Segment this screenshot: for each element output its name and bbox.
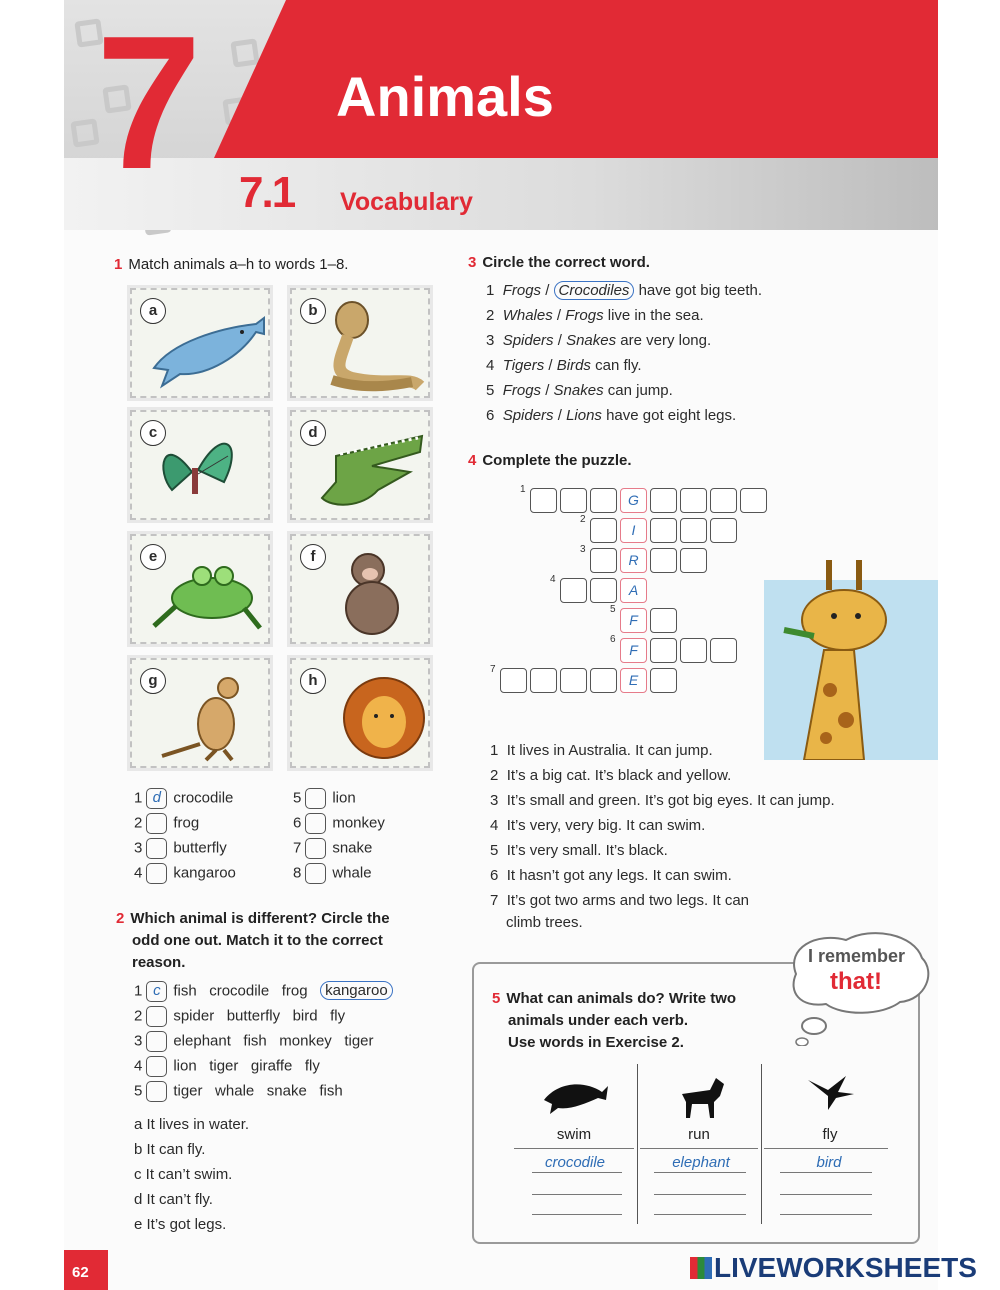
crossword-cell[interactable] bbox=[650, 638, 677, 663]
answer-line[interactable] bbox=[654, 1194, 746, 1195]
crossword-cell[interactable] bbox=[710, 518, 737, 543]
answer-box[interactable] bbox=[146, 1006, 167, 1027]
lesson-number: 7.1 bbox=[239, 168, 295, 217]
picture-whale: a bbox=[130, 288, 270, 398]
crossword-cell[interactable] bbox=[560, 578, 587, 603]
verb-fly: fly bbox=[822, 1126, 838, 1143]
ex1-item: 6 monkey bbox=[293, 813, 385, 834]
crossword-cell[interactable] bbox=[590, 518, 617, 543]
crossword-cell[interactable] bbox=[650, 608, 677, 633]
unit-number: 7 bbox=[96, 0, 196, 209]
crossword-key-cell[interactable]: R bbox=[620, 548, 647, 573]
answer-box[interactable] bbox=[305, 813, 326, 834]
answer-box[interactable] bbox=[305, 788, 326, 809]
crossword-cell[interactable] bbox=[560, 668, 587, 693]
ex1-heading: 1 Match animals a–h to words 1–8. bbox=[114, 256, 349, 273]
ex2-row: 4 lion tiger giraffe fly bbox=[134, 1056, 320, 1077]
ex3-heading: 3 Circle the correct word. bbox=[468, 254, 650, 271]
column-divider bbox=[761, 1064, 762, 1224]
answer-box[interactable] bbox=[146, 813, 167, 834]
crossword-cell[interactable] bbox=[590, 548, 617, 573]
crossword-cell[interactable] bbox=[680, 548, 707, 573]
ex1-item: 2 frog bbox=[134, 813, 199, 834]
ex4-clue: 1 It lives in Australia. It can jump. bbox=[490, 742, 713, 759]
ex4-clue: 4 It’s very, very big. It can swim. bbox=[490, 817, 706, 834]
word-option[interactable]: Snakes bbox=[566, 332, 617, 349]
ex2-reason: b It can fly. bbox=[134, 1141, 206, 1158]
crossword-key-cell[interactable]: A bbox=[620, 578, 647, 603]
crossword-cell[interactable] bbox=[650, 548, 677, 573]
picture-snake: b bbox=[290, 288, 430, 398]
crossword-key-cell[interactable]: F bbox=[620, 608, 647, 633]
ex4-clue-cont: climb trees. bbox=[506, 914, 583, 931]
unit-title: Animals bbox=[336, 65, 554, 128]
column-divider bbox=[637, 1064, 638, 1224]
crossword-cell[interactable] bbox=[560, 488, 587, 513]
answer-box[interactable] bbox=[146, 1031, 167, 1052]
picture-butterfly: c bbox=[130, 410, 270, 520]
ex4-clue: 6 It hasn’t got any legs. It can swim. bbox=[490, 867, 732, 884]
ex2-row: 2 spider butterfly bird fly bbox=[134, 1006, 345, 1027]
crossword-cell[interactable] bbox=[710, 638, 737, 663]
answer-run-1[interactable]: elephant bbox=[672, 1154, 730, 1171]
picture-crocodile: d bbox=[290, 410, 430, 520]
crossword-cell[interactable] bbox=[650, 488, 677, 513]
answer-box[interactable] bbox=[146, 1081, 167, 1102]
ex2-reason: e It’s got legs. bbox=[134, 1216, 227, 1233]
crossword-cell[interactable] bbox=[680, 638, 707, 663]
answer-box[interactable]: c bbox=[146, 981, 167, 1002]
crossword-key-cell[interactable]: E bbox=[620, 668, 647, 693]
ex2-reason: c It can’t swim. bbox=[134, 1166, 233, 1183]
thought-bubble bbox=[786, 928, 934, 1014]
clue-number: 4 bbox=[550, 574, 556, 585]
word-option[interactable]: Lions bbox=[566, 407, 602, 424]
workbook-page bbox=[64, 0, 938, 1290]
ex2-row: 5 tiger whale snake fish bbox=[134, 1081, 343, 1102]
crossword-cell[interactable] bbox=[530, 668, 557, 693]
answer-box[interactable] bbox=[146, 1056, 167, 1077]
crossword-key-cell[interactable]: I bbox=[620, 518, 647, 543]
word-option[interactable]: Snakes bbox=[553, 382, 604, 399]
clue-number: 7 bbox=[490, 664, 496, 675]
word-option[interactable]: Birds bbox=[556, 357, 591, 374]
ex2-reason: d It can’t fly. bbox=[134, 1191, 213, 1208]
ex3-item: 4 Tigers / Birds can fly. bbox=[486, 357, 642, 374]
ex3-item: 6 Spiders / Lions have got eight legs. bbox=[486, 407, 737, 424]
verb-run: run bbox=[688, 1126, 710, 1143]
page-number: 62 bbox=[64, 1250, 108, 1290]
ex5-heading: 5 What can animals do? Write two animals under each verb. Use words in Exercise 2. bbox=[492, 990, 737, 1051]
answer-line[interactable] bbox=[654, 1214, 746, 1215]
logo-icon bbox=[690, 1257, 712, 1279]
dolphin-icon bbox=[540, 1074, 610, 1120]
crossword-cell[interactable] bbox=[650, 668, 677, 693]
ex1-item: 3 butterfly bbox=[134, 838, 227, 859]
ex3-item: 5 Frogs / Snakes can jump. bbox=[486, 382, 673, 399]
header-banner bbox=[214, 0, 938, 158]
ex4-heading: 4 Complete the puzzle. bbox=[468, 452, 632, 469]
answer-box[interactable] bbox=[146, 863, 167, 884]
ex4-clue: 3 It’s small and green. It’s got big eyes. It can jump. bbox=[490, 792, 835, 809]
crossword-cell[interactable] bbox=[680, 518, 707, 543]
bubble-text-1: I remember bbox=[808, 946, 906, 966]
ex2-reason: a It lives in water. bbox=[134, 1116, 250, 1133]
circled-word[interactable]: kangaroo bbox=[320, 981, 393, 1000]
bubble-text-2: that! bbox=[830, 968, 882, 995]
ex2-heading: 2 Which animal is different? Circle the odd one out. Match it to the correct reason. bbox=[116, 910, 390, 971]
giraffe-icon bbox=[764, 540, 938, 760]
ex4-clue: 7 It’s got two arms and two legs. It can bbox=[490, 892, 750, 909]
clue-number: 3 bbox=[580, 544, 586, 555]
crossword-cell[interactable] bbox=[710, 488, 737, 513]
page-margin bbox=[938, 0, 1000, 1290]
answer-line[interactable] bbox=[780, 1194, 872, 1195]
ex1-item: 7 snake bbox=[293, 838, 372, 859]
ex4-clue: 2 It’s a big cat. It’s black and yellow. bbox=[490, 767, 732, 784]
picture-monkey: f bbox=[290, 534, 430, 644]
ex3-item: 2 Whales / Frogs live in the sea. bbox=[486, 307, 704, 324]
picture-kangaroo: g bbox=[130, 658, 270, 768]
word-option[interactable]: Frogs bbox=[565, 307, 604, 324]
crossword-cell[interactable] bbox=[650, 518, 677, 543]
clue-number: 6 bbox=[610, 634, 616, 645]
crossword-cell[interactable] bbox=[500, 668, 527, 693]
crossword-key-cell[interactable]: F bbox=[620, 638, 647, 663]
crossword-cell[interactable] bbox=[740, 488, 767, 513]
ex2-row: 1 c fish crocodile frog kangaroo bbox=[134, 981, 393, 1002]
horse-icon bbox=[674, 1072, 728, 1122]
answer-line[interactable] bbox=[532, 1214, 622, 1215]
answer-box[interactable] bbox=[305, 838, 326, 859]
ex4-clue: 5 It’s very small. It’s black. bbox=[490, 842, 668, 859]
answer-swim-1[interactable]: crocodile bbox=[544, 1154, 606, 1171]
answer-box[interactable]: d bbox=[146, 788, 167, 809]
ex1-item: 1 d crocodile bbox=[134, 788, 233, 809]
answer-box[interactable] bbox=[305, 863, 326, 884]
ex1-item: 5 lion bbox=[293, 788, 356, 809]
crossword-cell[interactable] bbox=[590, 578, 617, 603]
liveworksheets-logo: LIVEWORKSHEETS bbox=[690, 1252, 977, 1284]
circled-word[interactable]: Crocodiles bbox=[554, 281, 635, 300]
ex1-item: 8 whale bbox=[293, 863, 372, 884]
crossword-cell[interactable] bbox=[590, 488, 617, 513]
picture-lion: h bbox=[290, 658, 430, 768]
ex3-item: 1 Frogs / Crocodiles have got big teeth. bbox=[486, 282, 763, 299]
answer-line[interactable] bbox=[780, 1214, 872, 1215]
crossword-cell[interactable] bbox=[590, 668, 617, 693]
bird-icon bbox=[806, 1070, 856, 1114]
lesson-title: Vocabulary bbox=[340, 188, 473, 216]
answer-fly-1[interactable]: bird bbox=[816, 1154, 842, 1171]
answer-box[interactable] bbox=[146, 838, 167, 859]
crossword-cell[interactable] bbox=[680, 488, 707, 513]
crossword-cell[interactable] bbox=[530, 488, 557, 513]
clue-number: 5 bbox=[610, 604, 616, 615]
verb-swim: swim bbox=[556, 1126, 592, 1143]
crossword-key-cell[interactable]: G bbox=[620, 488, 647, 513]
picture-frog: e bbox=[130, 534, 270, 644]
clue-number: 2 bbox=[580, 514, 586, 525]
answer-line[interactable] bbox=[532, 1194, 622, 1195]
ex2-row: 3 elephant fish monkey tiger bbox=[134, 1031, 374, 1052]
clue-number: 1 bbox=[520, 484, 526, 495]
ex1-item: 4 kangaroo bbox=[134, 863, 236, 884]
ex3-item: 3 Spiders / Snakes are very long. bbox=[486, 332, 712, 349]
